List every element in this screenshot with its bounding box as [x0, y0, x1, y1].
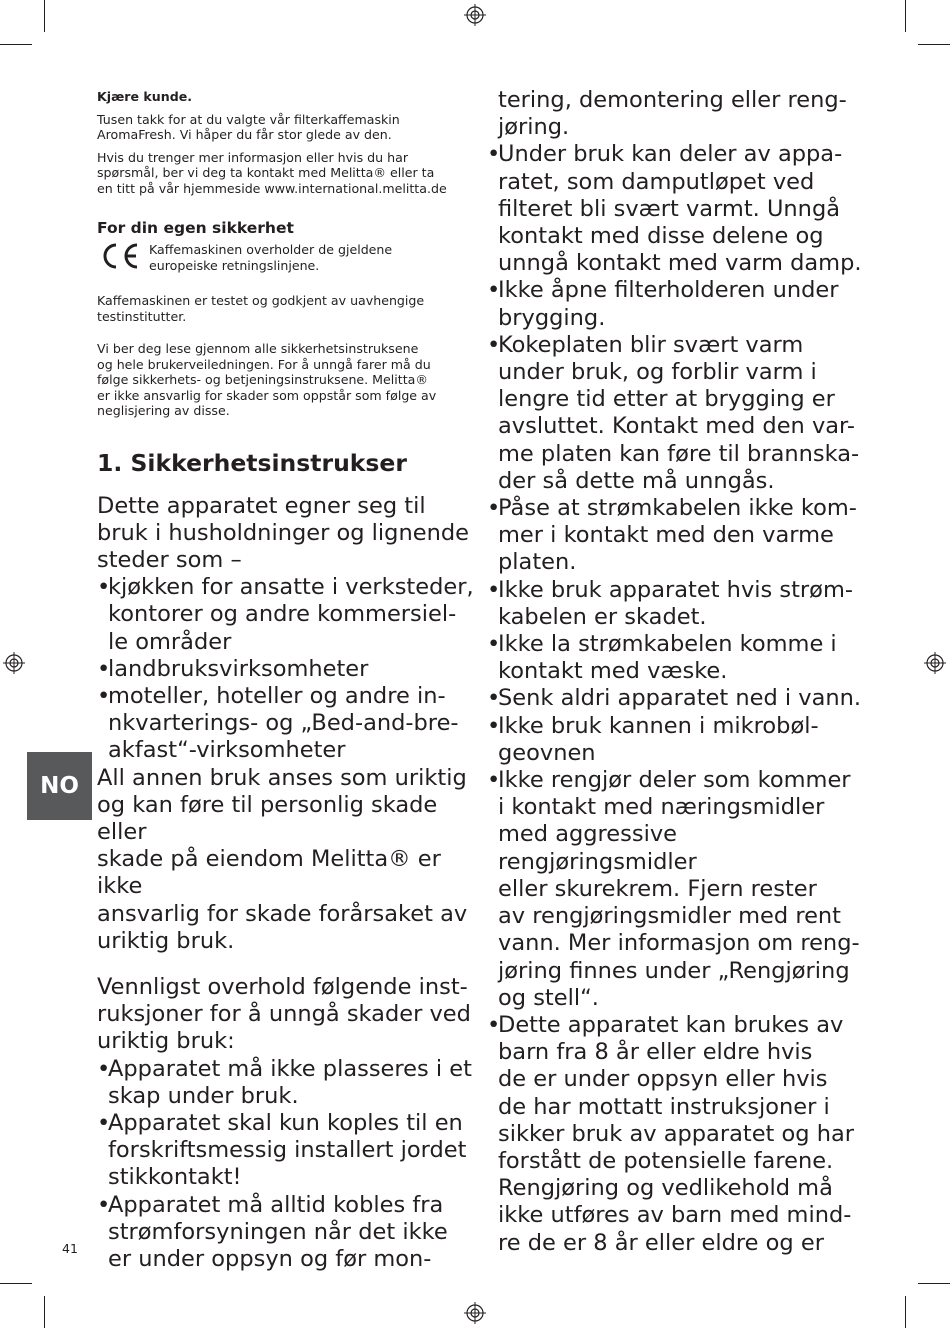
text-line: • Ikke rengjør deler som kommer	[498, 767, 851, 794]
text-line: Hvis du trenger mer informasjon eller hvis du har	[97, 149, 408, 165]
crop-mark	[918, 1283, 950, 1284]
text-line: er under oppsyn og før mon-	[108, 1245, 432, 1272]
text-line: av rengjøringsmidler med rent	[498, 903, 842, 930]
text-line: følge sikkerhets- og betjeningsinstruksene. Melitta®	[97, 372, 428, 387]
text-line: • Ikke la strømkabelen komme i	[498, 631, 837, 658]
text-line: ansvarlig for skade forårsaket av	[97, 900, 468, 927]
text-line: All annen bruk anses som uriktig	[97, 764, 467, 791]
observe-bullet-list	[97, 1056, 477, 1274]
crop-mark	[44, 0, 45, 32]
language-tab: NO	[27, 752, 92, 820]
text-line: de har mottatt instruksjoner i	[498, 1093, 830, 1120]
ce-text	[149, 242, 392, 273]
usage-intro	[97, 493, 477, 575]
safety-heading: For din egen sikkerhet	[97, 219, 294, 237]
text-line: jøring finnes under „Rengjøring	[498, 957, 850, 984]
text-line: Vennligst overhold følgende inst-	[97, 973, 468, 1000]
left-column	[97, 89, 477, 1273]
text-line: der så dette må unngås.	[498, 467, 775, 494]
list-item	[97, 656, 477, 683]
text-line: lengre tid etter at brygging er	[498, 386, 835, 413]
text-line: jøring.	[498, 114, 570, 141]
list-item	[487, 713, 865, 767]
text-line: ratet, som damputløpet ved	[498, 168, 815, 195]
list-item	[487, 631, 865, 685]
section-title: 1. Sikkerhetsinstrukser	[97, 448, 407, 477]
text-line: me platen kan føre til brannska-	[498, 440, 860, 467]
registration-mark-icon	[464, 4, 486, 26]
list-item	[97, 1056, 477, 1110]
text-line: ruksjoner for å unngå skader ved	[97, 1001, 471, 1028]
text-line: uriktig bruk.	[97, 927, 235, 954]
text-line: • Ikke bruk apparatet hvis strøm-	[498, 576, 853, 603]
text-line: en titt på vår hjemmeside www.international.melitta.de	[97, 180, 447, 196]
text-line: kontakt med disse delene og	[498, 223, 824, 250]
text-line: Vi ber deg lese gjennom alle sikkerhetsinstruksene	[97, 341, 419, 356]
text-line: forstått de potensielle farene.	[498, 1147, 834, 1174]
list-item	[97, 683, 477, 765]
text-line: de er under oppsyn eller hvis	[498, 1066, 828, 1093]
list-item	[487, 277, 865, 331]
text-line: mer i kontakt med den varme	[498, 522, 834, 549]
text-line: spørsmål, ber vi deg ta kontakt med Melitta® eller ta	[97, 165, 435, 180]
crop-mark	[918, 44, 950, 45]
list-item	[487, 141, 865, 277]
list-item	[487, 332, 865, 495]
text-line: skap under bruk.	[108, 1082, 299, 1109]
text-line: • kjøkken for ansatte i verksteder,	[108, 574, 474, 601]
read-all-paragraph	[97, 341, 477, 419]
text-line: testinstitutter.	[97, 308, 187, 324]
text-line: le områder	[108, 628, 232, 655]
observe-intro	[97, 974, 477, 1056]
text-line: sikker bruk av apparatet og har	[498, 1120, 855, 1147]
greeting: Kjære kunde.	[97, 89, 193, 104]
text-line: Rengjøring og vedlikehold må	[498, 1175, 833, 1202]
text-line: • landbruksvirksomheter	[108, 655, 369, 682]
text-line: nkvarterings- og „Bed-and-bre-	[108, 710, 459, 737]
text-line: • Ikke bruk kannen i mikrobøl-	[498, 712, 819, 739]
text-line: med aggressive rengjøringsmidler	[498, 821, 697, 875]
text-line: • Apparatet skal kun koples til en	[108, 1109, 463, 1136]
text-line: er ikke ansvarlig for skader som oppstår som følge av	[97, 387, 437, 403]
text-line: ikke utføres av barn med mind-	[498, 1202, 852, 1229]
text-line: og stell“.	[498, 984, 599, 1011]
safety-bullet-list	[487, 141, 865, 1256]
page-number: 41	[62, 1241, 78, 1256]
text-line: brygging.	[498, 304, 606, 331]
crop-mark	[0, 1283, 32, 1284]
text-line: Tusen takk for at du valgte vår filterkaffemaskin	[97, 111, 400, 127]
text-line: i kontakt med næringsmidler	[498, 794, 825, 821]
text-line: Dette apparatet egner seg til	[97, 492, 426, 519]
text-line: bruk i husholdninger og lignende	[97, 519, 469, 546]
text-line: strømforsyningen når det ikke	[108, 1218, 448, 1245]
other-use-paragraph	[97, 765, 477, 955]
text-line: og kan føre til personlig skade eller	[97, 791, 438, 845]
crop-mark	[905, 0, 906, 32]
crop-mark	[44, 1296, 45, 1328]
usage-bullet-list	[97, 574, 477, 764]
text-line: kabelen er skadet.	[498, 603, 707, 630]
list-item	[487, 685, 865, 712]
text-line: kontorer og andre kommersiel-	[108, 601, 457, 628]
text-line: tering, demontering eller reng-	[498, 87, 847, 113]
crop-mark	[905, 1296, 906, 1328]
tested-paragraph	[97, 293, 477, 324]
list-item	[487, 1012, 865, 1257]
list-item	[487, 767, 865, 1012]
intro-paragraph-2	[97, 150, 477, 197]
text-line: vann. Mer informasjon om reng-	[498, 930, 860, 957]
text-line: • Påse at strømkabelen ikke kom-	[498, 495, 857, 522]
text-line: • Ikke åpne filterholderen under	[498, 277, 839, 304]
registration-mark-icon	[464, 1302, 486, 1324]
text-line: • Senk aldri apparatet ned i vann.	[498, 685, 862, 712]
text-line: barn fra 8 år eller eldre hvis	[498, 1039, 813, 1066]
text-line: • Dette apparatet kan brukes av	[498, 1011, 844, 1038]
text-line: re de er 8 år eller eldre og er	[498, 1229, 824, 1256]
text-line: Kaffemaskinen er testet og godkjent av uavhengige	[97, 293, 425, 308]
text-line: platen.	[498, 549, 577, 576]
registration-mark-icon	[924, 652, 946, 674]
list-item	[487, 495, 865, 577]
ce-mark-icon	[97, 241, 143, 271]
text-line: forskriftsmessig installert jordet	[108, 1137, 467, 1164]
text-line: neglisjering av disse.	[97, 403, 230, 418]
text-line: og hele brukerveiledningen. For å unngå farer må du	[97, 356, 431, 372]
text-line: unngå kontakt med varm damp.	[498, 250, 862, 277]
ce-statement	[97, 241, 477, 273]
list-item	[97, 1110, 477, 1192]
intro-paragraph-1	[97, 112, 477, 143]
text-line: kontakt med væske.	[498, 658, 728, 685]
text-line: Kaffemaskinen overholder de gjeldene	[149, 242, 393, 257]
text-line: • moteller, hoteller og andre in-	[108, 682, 446, 709]
text-line: • Apparatet må alltid kobles fra	[108, 1191, 444, 1218]
crop-mark	[0, 44, 32, 45]
text-line: stikkontakt!	[108, 1164, 242, 1191]
list-item	[97, 1192, 477, 1274]
text-line: avsluttet. Kontakt med den var-	[498, 413, 855, 440]
text-line: skade på eiendom Melitta® er ikke	[97, 846, 441, 900]
list-item	[97, 574, 477, 656]
text-line: • Apparatet må ikke plasseres i et	[108, 1055, 472, 1082]
right-column	[487, 87, 865, 1257]
text-line: under bruk, og forblir varm i	[498, 359, 817, 386]
text-line: steder som –	[97, 546, 242, 573]
text-line: • Under bruk kan deler av appa-	[498, 141, 843, 168]
text-line: europeiske retningslinjene.	[149, 257, 320, 273]
text-line: • Kokeplaten blir svært varm	[498, 331, 804, 358]
continuation-text	[487, 87, 865, 141]
text-line: AromaFresh. Vi håper du får stor glede av den.	[97, 127, 392, 142]
registration-mark-icon	[3, 652, 25, 674]
text-line: filteret bli svært varmt. Unngå	[498, 195, 841, 222]
text-line: eller skurekrem. Fjern rester	[498, 875, 817, 902]
text-line: geovnen	[498, 739, 596, 766]
text-line: uriktig bruk:	[97, 1028, 235, 1055]
text-line: akfast“-virksomheter	[108, 737, 346, 764]
list-item	[487, 577, 865, 631]
